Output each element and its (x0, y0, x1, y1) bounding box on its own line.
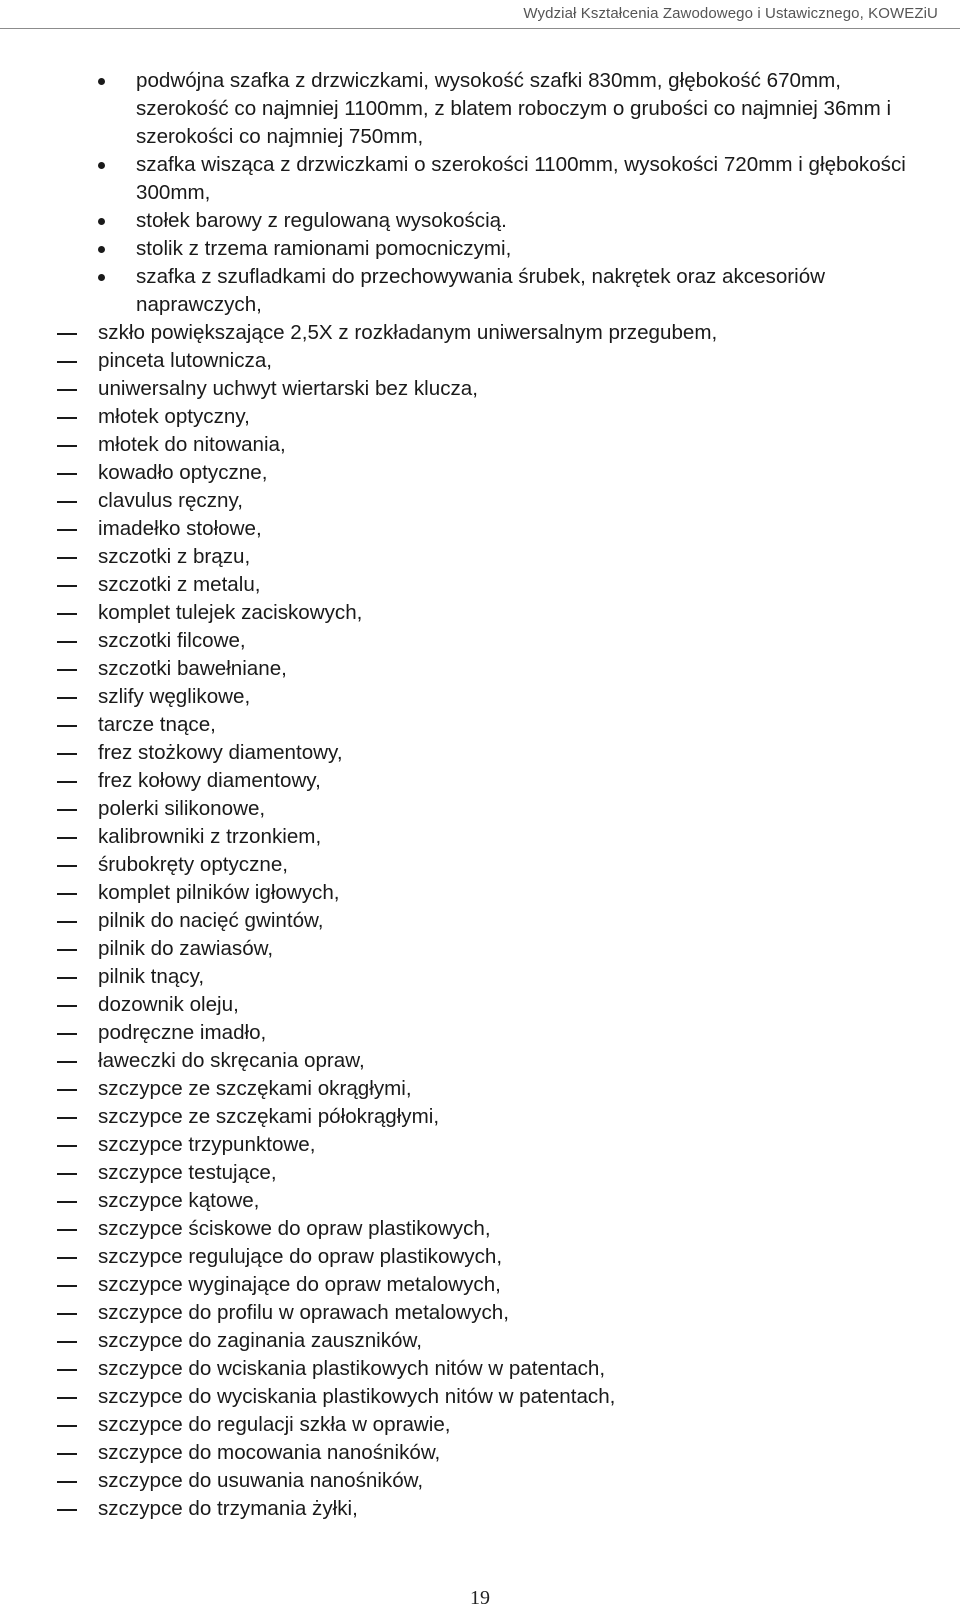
dash-list-item (0, 1187, 960, 1215)
dash-item-text: szczypce ze szczękami półokrągłymi, (98, 1105, 440, 1128)
dash-list-item (0, 599, 960, 627)
bullet-item-text: podwójna szafka z drzwiczkami, wysokość szafki 830mm, głębokość 670mm, szerokość co najmniej 1100mm, z blatem roboczym o grubości co najmniej 36mm i szerokości co najmniej 750mm, (136, 69, 892, 148)
dash-icon (57, 1229, 77, 1231)
dash-icon (57, 753, 77, 755)
dash-item-text: szczypce kątowe, (98, 1189, 260, 1212)
bullet-item-text: stolik z trzema ramionami pomocniczymi, (136, 237, 512, 260)
page-header (0, 0, 960, 29)
bullet-icon (98, 78, 105, 85)
bullet-icon (98, 218, 105, 225)
dash-item-text: szczypce do wyciskania plastikowych nitów w patentach, (98, 1385, 616, 1408)
dash-icon (57, 1033, 77, 1035)
dash-icon (57, 333, 77, 335)
dash-item-text: szczotki bawełniane, (98, 657, 287, 680)
dash-item-text: polerki silikonowe, (98, 797, 266, 820)
dash-icon (57, 557, 77, 559)
dash-icon (57, 1369, 77, 1371)
bullet-item-text: szafka wisząca z drzwiczkami o szerokości 1100mm, wysokości 720mm i głębokości 300mm, (136, 153, 906, 204)
dash-icon (57, 641, 77, 643)
page-number: 19 (470, 1587, 490, 1609)
dash-list-item (0, 1019, 960, 1047)
dash-list-item (0, 431, 960, 459)
dash-item-text: dozownik oleju, (98, 993, 239, 1016)
dash-list-item (0, 543, 960, 571)
dash-list-item (0, 319, 960, 347)
dash-list-item (0, 935, 960, 963)
dash-list-item (0, 375, 960, 403)
dash-item-text: młotek optyczny, (98, 405, 250, 428)
dash-list-item (0, 627, 960, 655)
dash-list-item (0, 1467, 960, 1495)
dash-list-item (0, 851, 960, 879)
dash-item-text: pilnik do nacięć gwintów, (98, 909, 324, 932)
dash-icon (57, 1397, 77, 1399)
dash-item-text: szczypce regulujące do opraw plastikowych, (98, 1245, 503, 1268)
dash-list-item (0, 1075, 960, 1103)
dash-icon (57, 1061, 77, 1063)
bullet-list-item (0, 263, 960, 319)
dash-icon (57, 529, 77, 531)
dash-icon (57, 1089, 77, 1091)
dash-list-item (0, 1411, 960, 1439)
bullet-item-text: szafka z szufladkami do przechowywania śrubek, nakrętek oraz akcesoriów naprawczych, (136, 265, 826, 316)
dash-item-text: imadełko stołowe, (98, 517, 262, 540)
dash-item-text: komplet pilników igłowych, (98, 881, 340, 904)
dash-item-text: szczypce ze szczękami okrągłymi, (98, 1077, 412, 1100)
dash-item-text: szczotki z brązu, (98, 545, 251, 568)
dash-item-text: szkło powiększające 2,5X z rozkładanym uniwersalnym przegubem, (98, 321, 718, 344)
dash-list-item (0, 683, 960, 711)
dash-list-item (0, 459, 960, 487)
dash-item-text: frez stożkowy diamentowy, (98, 741, 343, 764)
dash-list-item (0, 655, 960, 683)
document-body (0, 67, 960, 1523)
dash-list-item (0, 823, 960, 851)
dash-item-text: szczypce do regulacji szkła w oprawie, (98, 1413, 451, 1436)
dash-icon (57, 1145, 77, 1147)
dash-icon (57, 585, 77, 587)
dash-list-item (0, 1299, 960, 1327)
dash-list-item (0, 879, 960, 907)
dash-item-text: szczotki filcowe, (98, 629, 246, 652)
dash-item-text: tarcze tnące, (98, 713, 216, 736)
bullet-list (0, 67, 960, 319)
dash-list-item (0, 1271, 960, 1299)
dash-icon (57, 837, 77, 839)
dash-item-text: szczotki z metalu, (98, 573, 261, 596)
dash-item-text: frez kołowy diamentowy, (98, 769, 321, 792)
dash-list-item (0, 403, 960, 431)
dash-icon (57, 949, 77, 951)
dash-item-text: pilnik tnący, (98, 965, 205, 988)
dash-list-item (0, 1047, 960, 1075)
dash-list-item (0, 795, 960, 823)
dash-icon (57, 781, 77, 783)
bullet-list-item (0, 207, 960, 235)
dash-item-text: śrubokręty optyczne, (98, 853, 289, 876)
dash-list-item (0, 1439, 960, 1467)
dash-icon (57, 1453, 77, 1455)
dash-icon (57, 669, 77, 671)
dash-item-text: podręczne imadło, (98, 1021, 267, 1044)
dash-item-text: clavulus ręczny, (98, 489, 243, 512)
dash-item-text: szczypce do zaginania zauszników, (98, 1329, 422, 1352)
dash-item-text: szczypce do profilu w oprawach metalowych, (98, 1301, 509, 1324)
dash-icon (57, 1481, 77, 1483)
dash-list-item (0, 1243, 960, 1271)
dash-icon (57, 361, 77, 363)
dash-icon (57, 1173, 77, 1175)
dash-list (0, 319, 960, 1523)
dash-icon (57, 1257, 77, 1259)
dash-list-item (0, 907, 960, 935)
dash-list-item (0, 1159, 960, 1187)
dash-icon (57, 1005, 77, 1007)
dash-item-text: pilnik do zawiasów, (98, 937, 274, 960)
dash-icon (57, 1313, 77, 1315)
dash-icon (57, 1285, 77, 1287)
dash-item-text: komplet tulejek zaciskowych, (98, 601, 363, 624)
dash-icon (57, 473, 77, 475)
dash-list-item (0, 1103, 960, 1131)
header-title: Wydział Kształcenia Zawodowego i Ustawicznego, KOWEZiU (523, 5, 938, 22)
dash-icon (57, 921, 77, 923)
dash-item-text: ławeczki do skręcania opraw, (98, 1049, 365, 1072)
bullet-list-item (0, 235, 960, 263)
dash-item-text: szczypce ściskowe do opraw plastikowych, (98, 1217, 491, 1240)
dash-item-text: młotek do nitowania, (98, 433, 286, 456)
dash-list-item (0, 739, 960, 767)
dash-icon (57, 1425, 77, 1427)
dash-list-item (0, 767, 960, 795)
dash-icon (57, 613, 77, 615)
dash-icon (57, 977, 77, 979)
dash-list-item (0, 1355, 960, 1383)
dash-item-text: pinceta lutownicza, (98, 349, 273, 372)
dash-icon (57, 389, 77, 391)
dash-item-text: szczypce testujące, (98, 1161, 277, 1184)
bullet-icon (98, 274, 105, 281)
dash-icon (57, 1509, 77, 1511)
bullet-item-text: stołek barowy z regulowaną wysokością. (136, 209, 507, 232)
dash-list-item (0, 711, 960, 739)
dash-item-text: szlify węglikowe, (98, 685, 251, 708)
dash-icon (57, 809, 77, 811)
dash-list-item (0, 1327, 960, 1355)
dash-icon (57, 725, 77, 727)
dash-icon (57, 893, 77, 895)
dash-list-item (0, 1131, 960, 1159)
dash-list-item (0, 347, 960, 375)
dash-list-item (0, 571, 960, 599)
dash-item-text: szczypce do wciskania plastikowych nitów w patentach, (98, 1357, 606, 1380)
bullet-icon (98, 162, 105, 169)
dash-icon (57, 697, 77, 699)
dash-item-text: szczypce wyginające do opraw metalowych, (98, 1273, 501, 1296)
dash-icon (57, 445, 77, 447)
dash-item-text: szczypce do usuwania nanośników, (98, 1469, 424, 1492)
dash-list-item (0, 515, 960, 543)
dash-item-text: szczypce trzypunktowe, (98, 1133, 316, 1156)
dash-icon (57, 1341, 77, 1343)
dash-icon (57, 1201, 77, 1203)
dash-icon (57, 1117, 77, 1119)
dash-list-item (0, 1495, 960, 1523)
dash-list-item (0, 1383, 960, 1411)
dash-icon (57, 865, 77, 867)
dash-icon (57, 417, 77, 419)
dash-list-item (0, 1215, 960, 1243)
dash-item-text: szczypce do trzymania żyłki, (98, 1497, 358, 1520)
dash-list-item (0, 963, 960, 991)
bullet-list-item (0, 151, 960, 207)
dash-list-item (0, 991, 960, 1019)
dash-item-text: kowadło optyczne, (98, 461, 268, 484)
bullet-list-item (0, 67, 960, 151)
dash-item-text: szczypce do mocowania nanośników, (98, 1441, 441, 1464)
dash-icon (57, 501, 77, 503)
bullet-icon (98, 246, 105, 253)
dash-item-text: kalibrowniki z trzonkiem, (98, 825, 322, 848)
dash-list-item (0, 487, 960, 515)
dash-item-text: uniwersalny uchwyt wiertarski bez klucza, (98, 377, 478, 400)
